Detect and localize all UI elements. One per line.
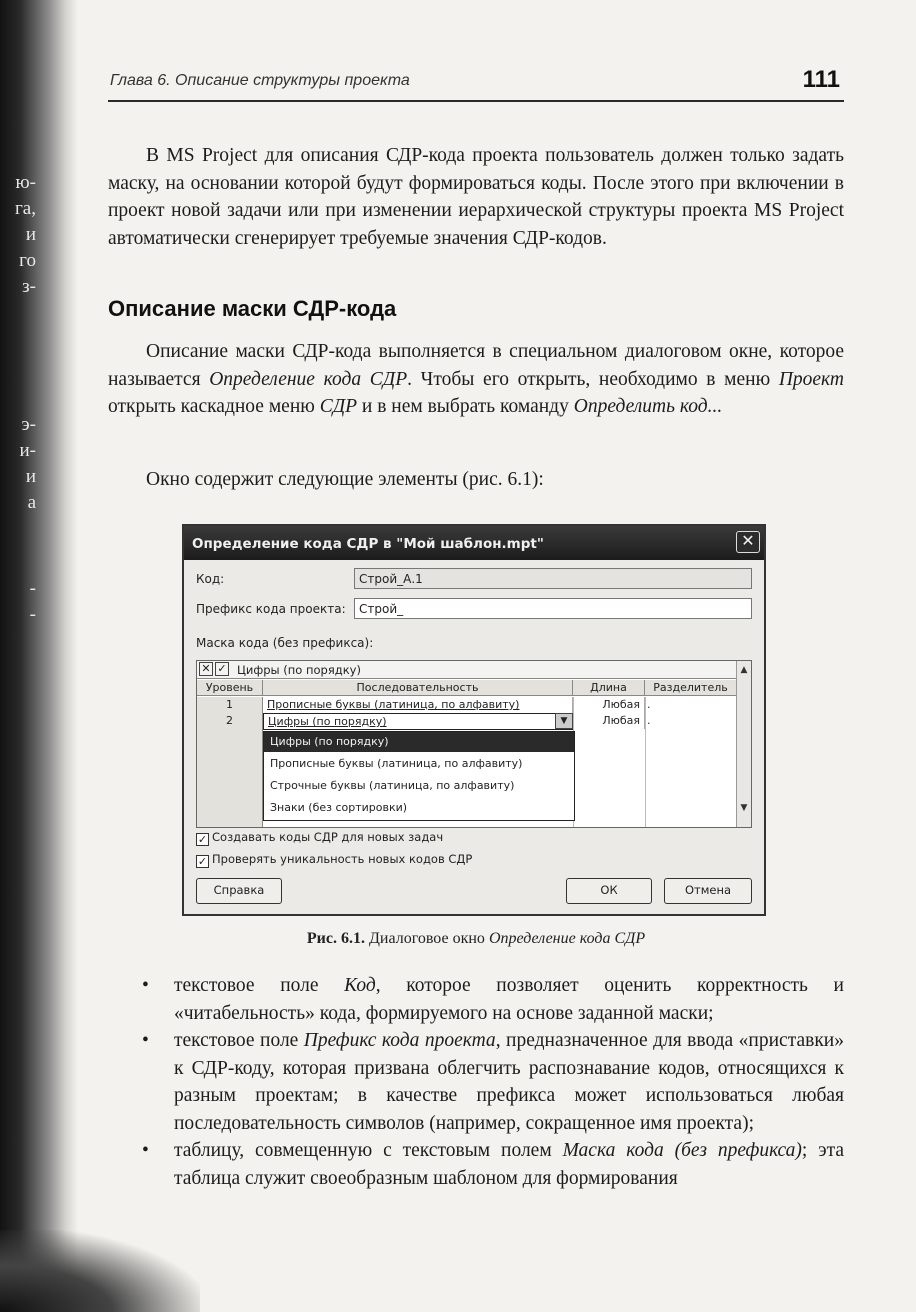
col-length-header: Длина: [573, 680, 645, 696]
dropdown-option[interactable]: Строчные буквы (латиница, по алфавиту): [270, 779, 515, 792]
margin-fragment: -: [29, 604, 36, 625]
dialog-titlebar: [184, 526, 764, 560]
row2-length[interactable]: Любая: [573, 713, 645, 729]
corner-shadow: [0, 1230, 200, 1312]
row2-separator[interactable]: .: [645, 713, 737, 729]
generate-codes-label: Создавать коды СДР для новых задач: [212, 830, 444, 844]
list-item: • таблицу, совмещенную с текстовым полем Маска кода (без префикса); эта таблица служит своеобразным шаблоном для формирования: [142, 1140, 844, 1189]
unique-codes-label: Проверять уникальность новых кодов СДР: [212, 852, 473, 866]
generate-codes-checkbox[interactable]: ✓: [197, 833, 208, 846]
margin-fragment: з-: [22, 276, 36, 297]
col-level-header: Уровень: [197, 680, 263, 696]
chapter-title: Глава 6. Описание структуры проекта: [110, 72, 410, 89]
row2-sequence: Цифры (по порядку): [268, 715, 387, 728]
scroll-up-icon[interactable]: ▲: [740, 665, 748, 675]
col-sequence-header: Последовательность: [263, 680, 573, 696]
row1-length[interactable]: Любая: [573, 697, 645, 713]
margin-fragment: га,: [15, 198, 36, 219]
cancel-edit-icon[interactable]: ✕: [199, 662, 213, 676]
margin-fragment: и: [25, 224, 36, 245]
dropdown-option[interactable]: Знаки (без сортировки): [270, 801, 408, 814]
dropdown-option[interactable]: Цифры (по порядку): [264, 732, 574, 752]
help-button[interactable]: Справка: [196, 878, 282, 904]
grid-edit-value[interactable]: Цифры (по порядку): [237, 663, 361, 677]
list-item: • текстовое поле Код, которое позволяет оценить корректность и «читабельность» кода, формируемого на основе заданной маски;: [142, 975, 844, 1024]
margin-fragment: э-: [21, 414, 36, 435]
row1-level: 1: [197, 697, 263, 713]
col-separator-header: Разделитель: [645, 680, 737, 696]
scroll-down-icon[interactable]: ▼: [740, 803, 748, 813]
element-list: [140, 972, 844, 1192]
cancel-button[interactable]: Отмена: [664, 878, 752, 904]
window-elements-paragraph: Окно содержит следующие элементы (рис. 6.1):: [146, 469, 544, 490]
row1-separator[interactable]: .: [645, 697, 737, 713]
generate-codes-option[interactable]: [196, 830, 443, 846]
margin-fragment: и-: [19, 440, 36, 461]
row2-sequence-combo[interactable]: [263, 713, 573, 730]
list-item: • текстовое поле Префикс кода проекта, предназначенное для ввода «приставки» к СДР-коду, которая призвана облегчить распознавание кодов, относящихся к разным проектам; в качестве префикса может использоваться любая последовательность символов (например, сокращенное имя проекта);: [142, 1030, 844, 1134]
accept-edit-icon[interactable]: ✓: [215, 662, 229, 676]
chevron-down-icon[interactable]: ▼: [555, 713, 573, 729]
row1-sequence[interactable]: Прописные буквы (латиница, по алфавиту): [263, 697, 573, 713]
sequence-dropdown-list: [263, 731, 575, 821]
grid-edit-bar: [197, 661, 737, 679]
margin-fragment: и: [25, 466, 36, 487]
mask-grid: [196, 660, 752, 828]
close-icon[interactable]: ✕: [736, 531, 760, 553]
intro-paragraph: В MS Project для описания СДР-кода проекта пользователь должен только задать маску, на основании которой будут формироваться коды. После этого при включении в проект новой задачи или при изменении иерархической структуры проекта MS Project автоматически сгенерирует требуемые значения СДР-кодов.: [108, 145, 844, 249]
section-paragraph: Описание маски СДР-кода выполняется в специальном диалоговом окне, которое называется Определение кода СДР. Чтобы его открыть, необходимо в меню Проект открыть каскадное меню СДР и в нем выбрать команду Определить код...: [108, 341, 844, 417]
margin-fragment: -: [29, 578, 36, 599]
margin-fragment: ю-: [15, 172, 36, 193]
dialog-title: Определение кода СДР в "Мой шаблон.mpt": [192, 536, 544, 552]
dropdown-option[interactable]: Прописные буквы (латиница, по алфавиту): [270, 757, 523, 770]
code-label: Код:: [196, 572, 225, 586]
unique-codes-option[interactable]: [196, 852, 472, 868]
unique-codes-checkbox[interactable]: ✓: [197, 855, 208, 868]
section-heading: Описание маски СДР-кода: [108, 296, 397, 321]
running-header: [108, 62, 844, 102]
ok-button[interactable]: ОК: [566, 878, 652, 904]
mask-label: Маска кода (без префикса):: [196, 636, 374, 650]
row2-level: 2: [197, 713, 263, 729]
figure-caption: Рис. 6.1. Диалоговое окно Определение кода СДР: [306, 930, 646, 947]
margin-fragment: а: [27, 492, 36, 513]
wbs-code-definition-dialog: [182, 524, 766, 916]
prefix-field[interactable]: Строй_: [354, 598, 752, 619]
prefix-label: Префикс кода проекта:: [196, 602, 346, 616]
margin-fragment: го: [19, 250, 36, 271]
previous-page-margin: [0, 170, 36, 628]
page-number: 111: [802, 66, 840, 93]
code-field: Строй_А.1: [354, 568, 752, 589]
grid-scrollbar[interactable]: [736, 661, 751, 827]
